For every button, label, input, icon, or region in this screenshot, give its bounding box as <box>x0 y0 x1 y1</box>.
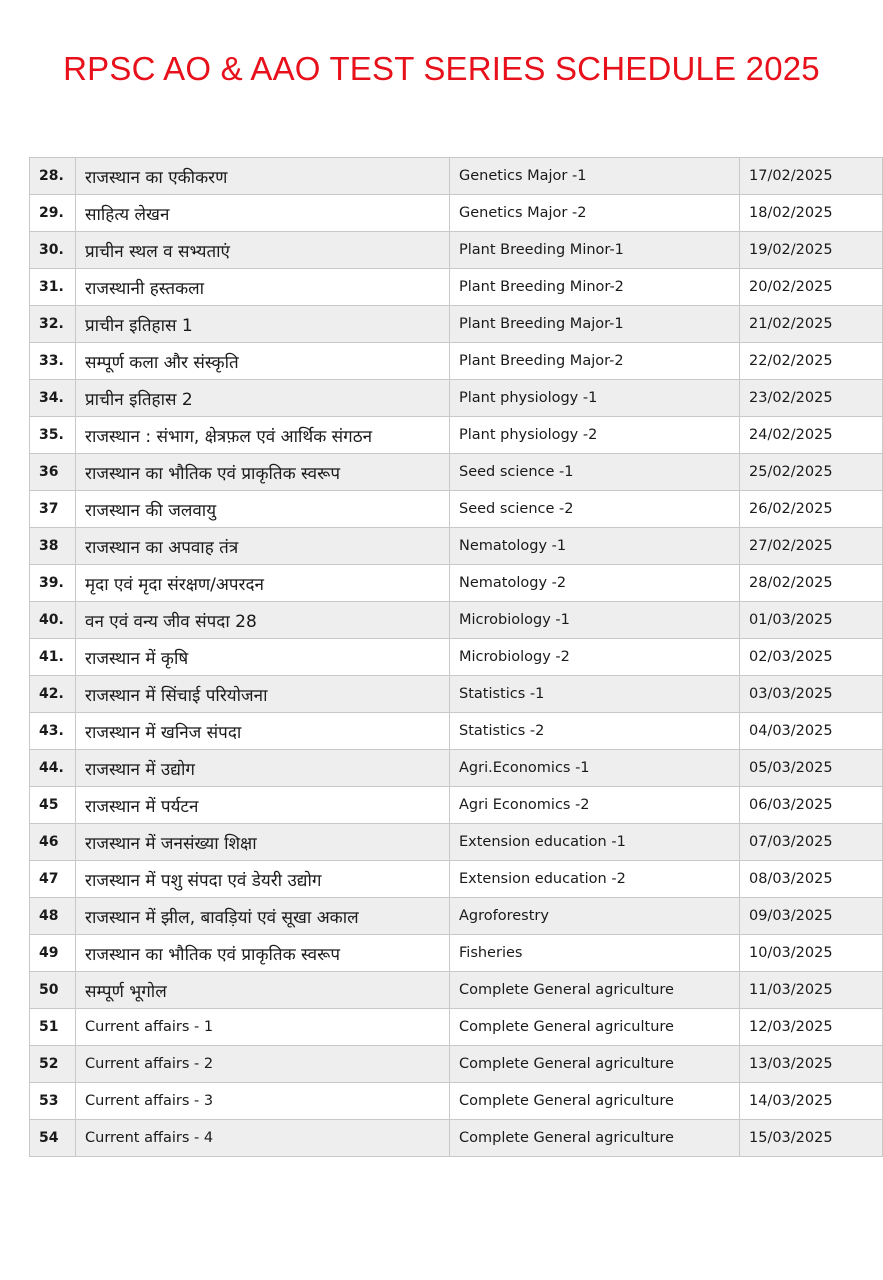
row-number-cell: 38 <box>30 528 76 565</box>
table-row <box>30 1009 883 1046</box>
topic-cell: Current affairs - 3 <box>76 1083 450 1120</box>
row-number-cell: 40. <box>30 602 76 639</box>
date-cell: 28/02/2025 <box>740 565 883 602</box>
subject-cell: Microbiology -1 <box>450 602 740 639</box>
subject-cell: Agri.Economics -1 <box>450 750 740 787</box>
row-number-cell: 35. <box>30 417 76 454</box>
row-number-cell: 54 <box>30 1120 76 1157</box>
table-row <box>30 972 883 1009</box>
table-row <box>30 158 883 195</box>
table-row <box>30 528 883 565</box>
date-cell: 11/03/2025 <box>740 972 883 1009</box>
date-cell: 07/03/2025 <box>740 824 883 861</box>
date-cell: 12/03/2025 <box>740 1009 883 1046</box>
date-cell: 10/03/2025 <box>740 935 883 972</box>
topic-cell: राजस्थान में पशु संपदा एवं डेयरी उद्योग <box>76 861 450 898</box>
subject-cell: Complete General agriculture <box>450 1046 740 1083</box>
table-row <box>30 861 883 898</box>
subject-cell: Agri Economics -2 <box>450 787 740 824</box>
table-row <box>30 602 883 639</box>
topic-cell: राजस्थान का भौतिक एवं प्राकृतिक स्वरूप <box>76 454 450 491</box>
topic-cell: प्राचीन इतिहास 1 <box>76 306 450 343</box>
row-number-cell: 51 <box>30 1009 76 1046</box>
topic-cell: Current affairs - 1 <box>76 1009 450 1046</box>
date-cell: 27/02/2025 <box>740 528 883 565</box>
date-cell: 03/03/2025 <box>740 676 883 713</box>
date-cell: 22/02/2025 <box>740 343 883 380</box>
row-number-cell: 37 <box>30 491 76 528</box>
subject-cell: Plant physiology -1 <box>450 380 740 417</box>
row-number-cell: 44. <box>30 750 76 787</box>
date-cell: 06/03/2025 <box>740 787 883 824</box>
subject-cell: Plant Breeding Minor-2 <box>450 269 740 306</box>
table-row <box>30 232 883 269</box>
row-number-cell: 34. <box>30 380 76 417</box>
topic-cell: प्राचीन स्थल व सभ्यताएं <box>76 232 450 269</box>
subject-cell: Nematology -1 <box>450 528 740 565</box>
row-number-cell: 48 <box>30 898 76 935</box>
table-row <box>30 787 883 824</box>
topic-cell: मृदा एवं मृदा संरक्षण/अपरदन <box>76 565 450 602</box>
table-row <box>30 306 883 343</box>
table-row <box>30 380 883 417</box>
table-row <box>30 676 883 713</box>
row-number-cell: 49 <box>30 935 76 972</box>
date-cell: 26/02/2025 <box>740 491 883 528</box>
date-cell: 21/02/2025 <box>740 306 883 343</box>
date-cell: 05/03/2025 <box>740 750 883 787</box>
row-number-cell: 43. <box>30 713 76 750</box>
table-row <box>30 454 883 491</box>
date-cell: 25/02/2025 <box>740 454 883 491</box>
topic-cell: साहित्य लेखन <box>76 195 450 232</box>
topic-cell: राजस्थान का एकीकरण <box>76 158 450 195</box>
subject-cell: Complete General agriculture <box>450 1083 740 1120</box>
date-cell: 18/02/2025 <box>740 195 883 232</box>
subject-cell: Plant physiology -2 <box>450 417 740 454</box>
subject-cell: Genetics Major -1 <box>450 158 740 195</box>
table-row <box>30 343 883 380</box>
row-number-cell: 52 <box>30 1046 76 1083</box>
table-row <box>30 565 883 602</box>
date-cell: 14/03/2025 <box>740 1083 883 1120</box>
row-number-cell: 42. <box>30 676 76 713</box>
topic-cell: राजस्थान का अपवाह तंत्र <box>76 528 450 565</box>
subject-cell: Seed science -2 <box>450 491 740 528</box>
date-cell: 17/02/2025 <box>740 158 883 195</box>
topic-cell: राजस्थान में कृषि <box>76 639 450 676</box>
row-number-cell: 39. <box>30 565 76 602</box>
topic-cell: Current affairs - 2 <box>76 1046 450 1083</box>
row-number-cell: 50 <box>30 972 76 1009</box>
row-number-cell: 41. <box>30 639 76 676</box>
subject-cell: Microbiology -2 <box>450 639 740 676</box>
row-number-cell: 46 <box>30 824 76 861</box>
table-row <box>30 491 883 528</box>
date-cell: 20/02/2025 <box>740 269 883 306</box>
topic-cell: राजस्थान : संभाग, क्षेत्रफ़ल एवं आर्थिक संगठन <box>76 417 450 454</box>
topic-cell: राजस्थानी हस्तकला <box>76 269 450 306</box>
page-title: RPSC AO & AAO TEST SERIES SCHEDULE 2025 <box>63 50 820 88</box>
subject-cell: Complete General agriculture <box>450 1120 740 1157</box>
schedule-table <box>29 157 883 1157</box>
date-cell: 19/02/2025 <box>740 232 883 269</box>
date-cell: 23/02/2025 <box>740 380 883 417</box>
topic-cell: राजस्थान में झील, बावड़ियां एवं सूखा अकाल <box>76 898 450 935</box>
table-row <box>30 639 883 676</box>
topic-cell: राजस्थान की जलवायु <box>76 491 450 528</box>
subject-cell: Plant Breeding Minor-1 <box>450 232 740 269</box>
topic-cell: राजस्थान में उद्योग <box>76 750 450 787</box>
topic-cell: प्राचीन इतिहास 2 <box>76 380 450 417</box>
table-row <box>30 935 883 972</box>
row-number-cell: 32. <box>30 306 76 343</box>
subject-cell: Genetics Major -2 <box>450 195 740 232</box>
row-number-cell: 45 <box>30 787 76 824</box>
topic-cell: राजस्थान में सिंचाई परियोजना <box>76 676 450 713</box>
subject-cell: Complete General agriculture <box>450 972 740 1009</box>
table-row <box>30 417 883 454</box>
topic-cell: राजस्थान में खनिज संपदा <box>76 713 450 750</box>
date-cell: 13/03/2025 <box>740 1046 883 1083</box>
table-row <box>30 898 883 935</box>
topic-cell: सम्पूर्ण भूगोल <box>76 972 450 1009</box>
subject-cell: Complete General agriculture <box>450 1009 740 1046</box>
date-cell: 24/02/2025 <box>740 417 883 454</box>
topic-cell: सम्पूर्ण कला और संस्कृति <box>76 343 450 380</box>
topic-cell: राजस्थान में जनसंख्या शिक्षा <box>76 824 450 861</box>
date-cell: 15/03/2025 <box>740 1120 883 1157</box>
date-cell: 01/03/2025 <box>740 602 883 639</box>
date-cell: 09/03/2025 <box>740 898 883 935</box>
subject-cell: Fisheries <box>450 935 740 972</box>
row-number-cell: 47 <box>30 861 76 898</box>
subject-cell: Statistics -1 <box>450 676 740 713</box>
row-number-cell: 53 <box>30 1083 76 1120</box>
row-number-cell: 28. <box>30 158 76 195</box>
date-cell: 08/03/2025 <box>740 861 883 898</box>
subject-cell: Plant Breeding Major-1 <box>450 306 740 343</box>
table-row <box>30 1046 883 1083</box>
table-row <box>30 1083 883 1120</box>
table-row <box>30 195 883 232</box>
table-row <box>30 269 883 306</box>
table-row <box>30 1120 883 1157</box>
row-number-cell: 33. <box>30 343 76 380</box>
subject-cell: Statistics -2 <box>450 713 740 750</box>
topic-cell: Current affairs - 4 <box>76 1120 450 1157</box>
row-number-cell: 29. <box>30 195 76 232</box>
subject-cell: Plant Breeding Major-2 <box>450 343 740 380</box>
date-cell: 02/03/2025 <box>740 639 883 676</box>
table-row <box>30 824 883 861</box>
row-number-cell: 31. <box>30 269 76 306</box>
date-cell: 04/03/2025 <box>740 713 883 750</box>
subject-cell: Seed science -1 <box>450 454 740 491</box>
subject-cell: Extension education -1 <box>450 824 740 861</box>
subject-cell: Nematology -2 <box>450 565 740 602</box>
subject-cell: Agroforestry <box>450 898 740 935</box>
row-number-cell: 30. <box>30 232 76 269</box>
topic-cell: राजस्थान में पर्यटन <box>76 787 450 824</box>
table-row <box>30 750 883 787</box>
schedule-table-body <box>30 158 883 1157</box>
topic-cell: वन एवं वन्य जीव संपदा 28 <box>76 602 450 639</box>
table-row <box>30 713 883 750</box>
topic-cell: राजस्थान का भौतिक एवं प्राकृतिक स्वरूप <box>76 935 450 972</box>
subject-cell: Extension education -2 <box>450 861 740 898</box>
row-number-cell: 36 <box>30 454 76 491</box>
